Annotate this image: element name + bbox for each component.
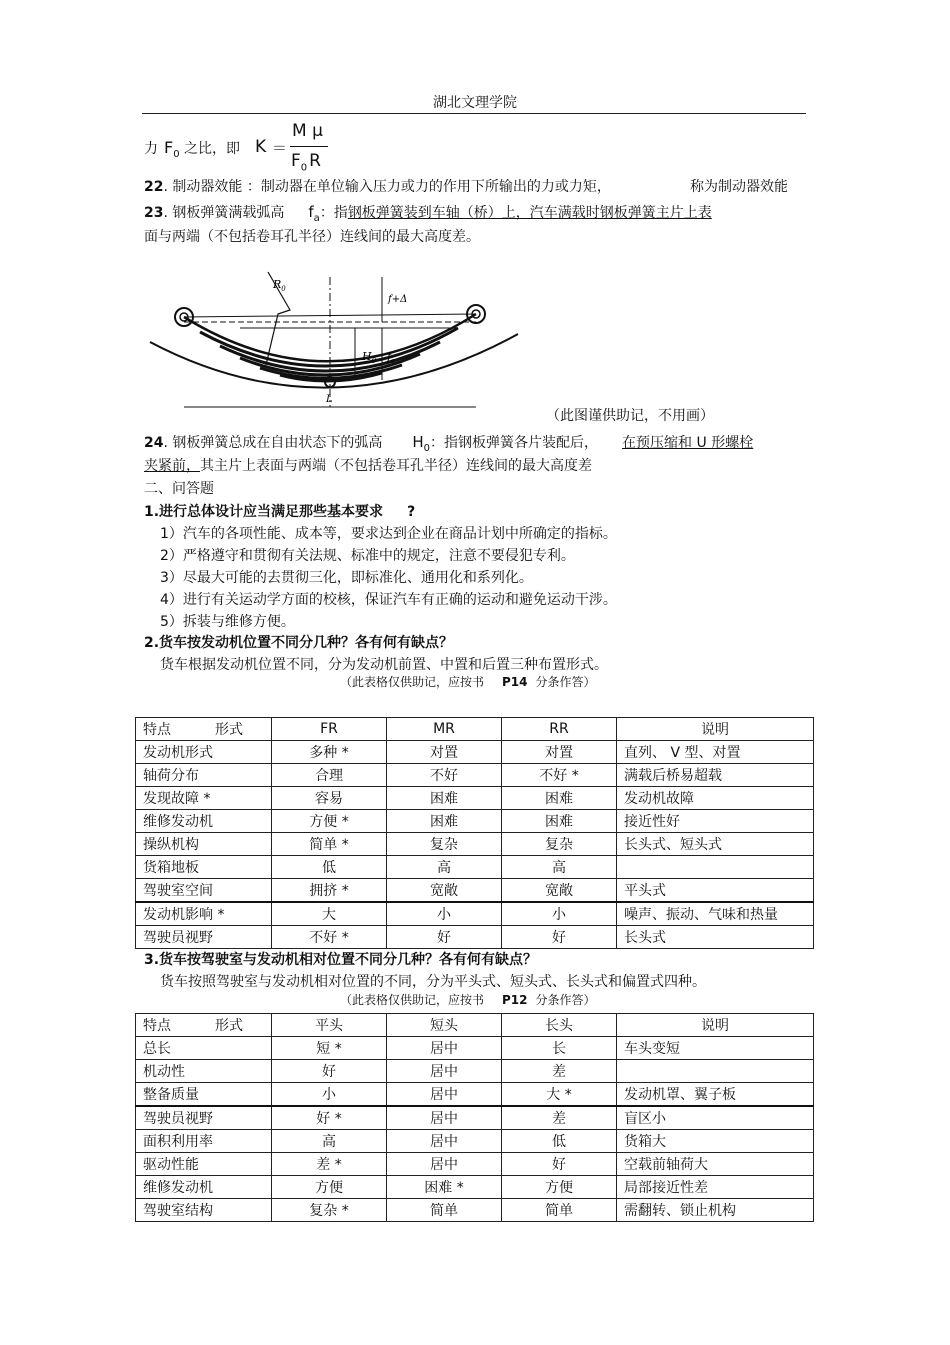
row-label: 整备质量 — [136, 1083, 272, 1107]
figure-note: （此图谨供助记，不用画） — [546, 408, 714, 424]
cell: 对置 — [387, 741, 502, 764]
header-col: MR — [387, 718, 502, 741]
formula-f0: $F_0$ — [164, 138, 180, 161]
leaf-spring-figure — [140, 262, 530, 412]
cell-note: 发动机故障 — [617, 787, 814, 810]
cell: 差 — [502, 1106, 617, 1130]
cell: 高 — [502, 856, 617, 879]
header-rule — [142, 113, 806, 114]
table-row — [136, 764, 814, 787]
item-22: 22. 制动器效能 ：制动器在单位输入压力或力的作用下所输出的力或力矩， — [144, 179, 611, 195]
row-label: 货箱地板 — [136, 856, 272, 879]
row-label: 机动性 — [136, 1060, 272, 1083]
cell-note: 长头式、短头式 — [617, 833, 814, 856]
cell-note: 需翻转、锁止机构 — [617, 1199, 814, 1222]
row-label: 轴荷分布 — [136, 764, 272, 787]
cell: 居中 — [387, 1153, 502, 1176]
cell: 拥挤 * — [272, 879, 387, 903]
cell: 不好 * — [502, 764, 617, 787]
cell-note: 货箱大 — [617, 1130, 814, 1153]
cell: 居中 — [387, 1037, 502, 1060]
label-r0: $R_0$ — [273, 278, 286, 293]
cell-note: 盲区小 — [617, 1106, 814, 1130]
cell: 方便 — [272, 1176, 387, 1199]
cell-note — [617, 856, 814, 879]
item-23: 23. 钢板弹簧满载弧高 $f_a$：指钢板弹簧装到车轴（桥）上，汽车满载时钢板弹簧主片上表 — [144, 203, 712, 224]
row-label: 面积利用率 — [136, 1130, 272, 1153]
cell: 宽敞 — [387, 879, 502, 903]
table-row — [136, 1060, 814, 1083]
label-fc: $f_c$ — [387, 350, 395, 365]
cell: 困难 — [387, 787, 502, 810]
cell: 小 — [502, 902, 617, 926]
formula-numerator: M μ — [292, 121, 323, 141]
item-23-line2: 面与两端（不包括卷耳孔半径）连线间的最大高度差。 — [144, 229, 480, 245]
cell: 容易 — [272, 787, 387, 810]
cell-note: 噪声、振动、气味和热量 — [617, 902, 814, 926]
q1-answer-4: 4）进行有关运动学方面的校核，保证汽车有正确的运动和避免运动干涉。 — [160, 592, 617, 608]
header-col: 说明 — [617, 1014, 814, 1037]
cell: 简单 — [502, 1199, 617, 1222]
cell: 多种 * — [272, 741, 387, 764]
cell-note: 空载前轴荷大 — [617, 1153, 814, 1176]
cell: 小 — [387, 902, 502, 926]
cell-note: 直列、 V 型、对置 — [617, 741, 814, 764]
table-row — [136, 902, 814, 926]
table-engine-position — [135, 717, 814, 949]
formula-denominator: $F_0$ R — [291, 151, 321, 174]
item-24-line2: 夹紧前，其主片上表面与两端（不包括卷耳孔半径）连线间的最大高度差 — [144, 458, 592, 474]
row-label: 维修发动机 — [136, 1176, 272, 1199]
row-label: 驾驶室空间 — [136, 879, 272, 903]
cell: 高 — [272, 1130, 387, 1153]
q3-title: 3.货车按驾驶室与发动机相对位置不同分几种？各有何有缺点？ — [144, 952, 538, 968]
cell: 长 — [502, 1037, 617, 1060]
q1-answer-1: 1）汽车的各项性能、成本等，要求达到企业在商品计划中所确定的指标。 — [160, 526, 617, 542]
header-col: 短头 — [387, 1014, 502, 1037]
formula-prefix: 力 — [144, 141, 158, 157]
cell: 宽敞 — [502, 879, 617, 903]
cell: 高 — [387, 856, 502, 879]
table-row — [136, 1083, 814, 1107]
table-row — [136, 787, 814, 810]
cell-note: 长头式 — [617, 926, 814, 949]
row-label: 发动机影响 * — [136, 902, 272, 926]
header-col: FR — [272, 718, 387, 741]
cell-note: 接近性好 — [617, 810, 814, 833]
cell: 复杂 — [387, 833, 502, 856]
header-feature-form: 特点 形式 — [136, 718, 272, 741]
cell: 小 — [272, 1083, 387, 1107]
cell: 简单 — [387, 1199, 502, 1222]
table-cab-position — [135, 1013, 814, 1222]
q2-note: （此表格仅供助记，应按书 P14 分条作答） — [340, 675, 596, 689]
item-24: 24. 钢板弹簧总成在自由状态下的弧高 $H_0$：指钢板弹簧各片装配后， 在预压缩和 U 形螺栓 — [144, 433, 754, 454]
row-label: 维修发动机 — [136, 810, 272, 833]
item-22-tail: 称为制动器效能 — [690, 179, 788, 195]
cell-note: 局部接近性差 — [617, 1176, 814, 1199]
cell: 居中 — [387, 1060, 502, 1083]
header-col: 说明 — [617, 718, 814, 741]
cell: 复杂 * — [272, 1199, 387, 1222]
cell: 不好 * — [272, 926, 387, 949]
cell: 低 — [272, 856, 387, 879]
cell: 对置 — [502, 741, 617, 764]
label-h0: $H_0$ — [362, 350, 377, 365]
row-label: 操纵机构 — [136, 833, 272, 856]
cell: 居中 — [387, 1106, 502, 1130]
cell-note — [617, 1060, 814, 1083]
page-header: 湖北文理学院 — [433, 95, 517, 111]
table-row — [136, 1037, 814, 1060]
cell-note: 车头变短 — [617, 1037, 814, 1060]
table-row — [136, 879, 814, 903]
cell-note: 满载后桥易超载 — [617, 764, 814, 787]
row-label: 驾驶员视野 — [136, 1106, 272, 1130]
cell: 居中 — [387, 1083, 502, 1107]
q2-answer: 货车根据发动机位置不同，分为发动机前置、中置和后置三种布置形式。 — [160, 657, 608, 673]
row-label: 驾驶室结构 — [136, 1199, 272, 1222]
cell: 不好 — [387, 764, 502, 787]
table-row — [136, 833, 814, 856]
cell: 困难 — [502, 787, 617, 810]
cell: 复杂 — [502, 833, 617, 856]
q1-answer-5: 5）拆装与维修方便。 — [160, 614, 295, 630]
cell: 差 — [502, 1060, 617, 1083]
cell-note: 平头式 — [617, 879, 814, 903]
row-label: 驾驶员视野 — [136, 926, 272, 949]
cell: 合理 — [272, 764, 387, 787]
cell: 短 * — [272, 1037, 387, 1060]
formula-k: K — [255, 137, 267, 157]
q1-answer-3: 3）尽最大可能的去贯彻三化，即标准化、通用化和系列化。 — [160, 570, 533, 586]
cell: 困难 * — [387, 1176, 502, 1199]
q1-answer-2: 2）严格遵守和贯彻有关法规、标准中的规定，注意不要侵犯专利。 — [160, 548, 575, 564]
label-l: L — [326, 394, 333, 405]
header-col: 平头 — [272, 1014, 387, 1037]
section-title: 二、问答题 — [144, 481, 214, 497]
table-row — [136, 1106, 814, 1130]
table-row — [136, 1176, 814, 1199]
table-row — [136, 1199, 814, 1222]
cell: 好 — [502, 1153, 617, 1176]
cell: 方便 — [502, 1176, 617, 1199]
row-label: 发现故障 * — [136, 787, 272, 810]
table-row — [136, 926, 814, 949]
cell: 简单 * — [272, 833, 387, 856]
formula-equals: ＝ — [272, 139, 288, 157]
q3-note: （此表格仅供助记，应按书 P12 分条作答） — [340, 993, 596, 1007]
table-row — [136, 1130, 814, 1153]
cell: 大 — [272, 902, 387, 926]
cell: 居中 — [387, 1130, 502, 1153]
fraction-bar — [290, 146, 328, 147]
header-col: 长头 — [502, 1014, 617, 1037]
q3-answer: 货车按照驾驶室与发动机相对位置的不同，分为平头式、短头式、长头式和偏置式四种。 — [160, 974, 706, 990]
table-row — [136, 1153, 814, 1176]
cell: 好 — [272, 1060, 387, 1083]
row-label: 总长 — [136, 1037, 272, 1060]
row-label: 发动机形式 — [136, 741, 272, 764]
row-label: 驱动性能 — [136, 1153, 272, 1176]
cell: 困难 — [502, 810, 617, 833]
q1-title: 1.进行总体设计应当满足那些基本要求 ? — [144, 504, 416, 520]
cell: 好 * — [272, 1106, 387, 1130]
table-row — [136, 856, 814, 879]
formula-mid: 之比，即 — [184, 141, 240, 157]
table-row — [136, 741, 814, 764]
header-col: RR — [502, 718, 617, 741]
cell: 差 * — [272, 1153, 387, 1176]
table-row — [136, 810, 814, 833]
q2-title: 2.货车按发动机位置不同分几种？各有何有缺点？ — [144, 635, 454, 651]
cell: 好 — [502, 926, 617, 949]
cell: 好 — [387, 926, 502, 949]
header-feature-form: 特点 形式 — [136, 1014, 272, 1037]
table-header-row — [136, 1014, 814, 1037]
cell: 困难 — [387, 810, 502, 833]
cell: 方便 * — [272, 810, 387, 833]
table-header-row — [136, 718, 814, 741]
cell: 大 * — [502, 1083, 617, 1107]
cell-note: 发动机罩、翼子板 — [617, 1083, 814, 1107]
label-fa-delta: f+Δ — [388, 294, 408, 305]
cell: 低 — [502, 1130, 617, 1153]
